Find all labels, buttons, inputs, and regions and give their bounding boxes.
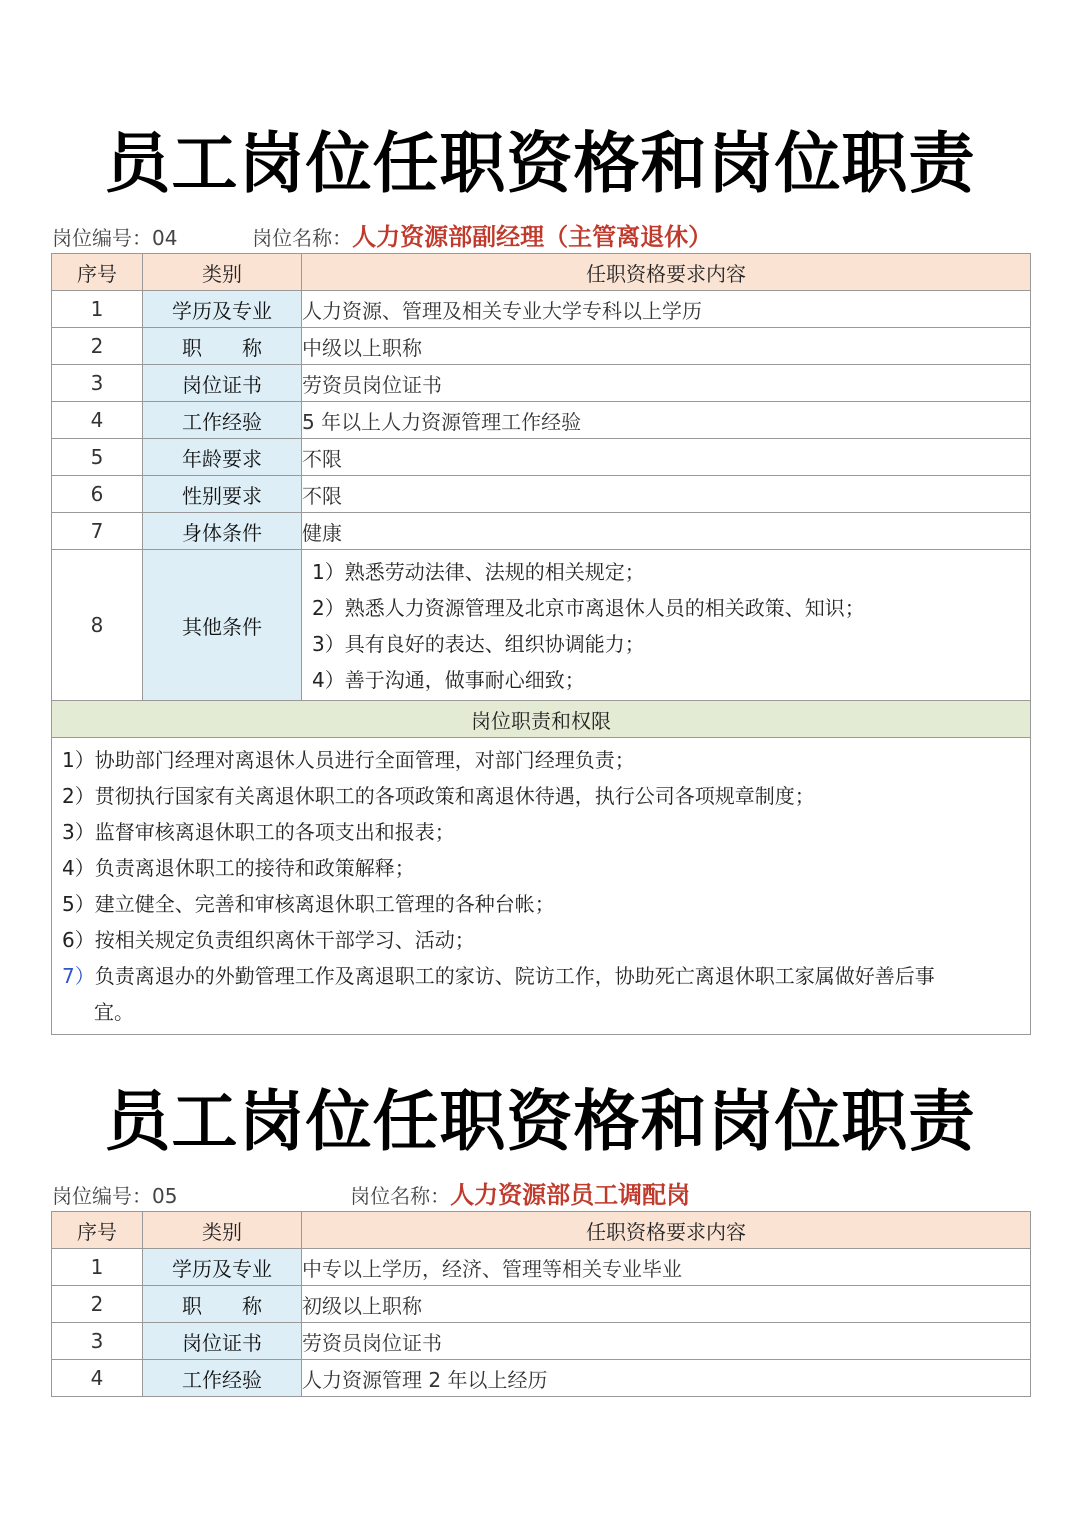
duties-cell xyxy=(52,738,1031,1035)
table-row xyxy=(52,476,1031,513)
list-item: 1）熟悉劳动法律、法规的相关规定； xyxy=(312,560,645,584)
table-row xyxy=(52,1323,1031,1360)
row-value: 人力资源管理 2 年以上经历 xyxy=(302,1360,1031,1397)
list-item: 2）贯彻执行国家有关离退休职工的各项政策和离退休待遇，执行公司各项规章制度； xyxy=(62,784,815,808)
table-header xyxy=(52,254,1031,291)
list-item: 2）熟悉人力资源管理及北京市离退休人员的相关政策、知识； xyxy=(312,596,865,620)
qualification-table-2 xyxy=(51,1211,1031,1397)
row-index: 2 xyxy=(52,328,143,365)
row-index: 8 xyxy=(52,550,143,701)
duties-header-row xyxy=(52,701,1031,738)
row-category: 年龄要求 xyxy=(143,439,302,476)
position-meta-2 xyxy=(52,1178,690,1212)
row-category: 职 称 xyxy=(143,328,302,365)
table-header xyxy=(52,1212,1031,1249)
table-row xyxy=(52,513,1031,550)
row-value: 健康 xyxy=(302,513,1031,550)
list-item: 5）建立健全、完善和审核离退休职工管理的各种台帐； xyxy=(62,892,555,916)
duty-text: 负责离退办的外勤管理工作及离退职工的家访、院访工作，协助死亡离退休职工家属做好善后事 xyxy=(94,964,935,988)
list-item: 3）具有良好的表达、组织协调能力； xyxy=(312,632,645,656)
header-category: 类别 xyxy=(143,254,302,291)
row-value: 劳资员岗位证书 xyxy=(302,365,1031,402)
row-category: 工作经验 xyxy=(143,1360,302,1397)
row-index: 1 xyxy=(52,291,143,328)
row-category: 性别要求 xyxy=(143,476,302,513)
row-category: 岗位证书 xyxy=(143,1323,302,1360)
row-index: 4 xyxy=(52,1360,143,1397)
row-value: 中级以上职称 xyxy=(302,328,1031,365)
row-value: 中专以上学历，经济、管理等相关专业毕业 xyxy=(302,1249,1031,1286)
position-code: 岗位编号：04 xyxy=(52,226,178,250)
list-item xyxy=(62,958,1020,994)
row-category: 身体条件 xyxy=(143,513,302,550)
table-row xyxy=(52,439,1031,476)
row-category: 岗位证书 xyxy=(143,365,302,402)
position-name-label: 岗位名称： xyxy=(252,226,353,250)
row-value: 初级以上职称 xyxy=(302,1286,1031,1323)
row-index: 2 xyxy=(52,1286,143,1323)
row-index: 6 xyxy=(52,476,143,513)
position-name: 人力资源部副经理（主管离退休） xyxy=(352,223,713,251)
row-index: 3 xyxy=(52,365,143,402)
row-index: 1 xyxy=(52,1249,143,1286)
table-row-other xyxy=(52,550,1031,701)
page-title-2: 员工岗位任职资格和岗位职责 xyxy=(104,1083,976,1160)
header-index: 序号 xyxy=(52,1212,143,1249)
header-content: 任职资格要求内容 xyxy=(302,1212,1031,1249)
header-index: 序号 xyxy=(52,254,143,291)
row-category: 职 称 xyxy=(143,1286,302,1323)
table-row xyxy=(52,1360,1031,1397)
table-row xyxy=(52,365,1031,402)
row-category: 其他条件 xyxy=(143,550,302,701)
duty-number: 7） xyxy=(62,964,95,988)
position-meta xyxy=(52,220,712,254)
row-index: 3 xyxy=(52,1323,143,1360)
table-row xyxy=(52,291,1031,328)
list-item: 3）监督审核离退休职工的各项支出和报表； xyxy=(62,820,455,844)
list-item: 4）善于沟通，做事耐心细致； xyxy=(312,668,585,692)
header-category: 类别 xyxy=(143,1212,302,1249)
table-row xyxy=(52,1286,1031,1323)
list-item: 1）协助部门经理对离退休人员进行全面管理，对部门经理负责； xyxy=(62,748,635,772)
list-item: 4）负责离退休职工的接待和政策解释； xyxy=(62,856,415,880)
row-category: 学历及专业 xyxy=(143,291,302,328)
row-index: 5 xyxy=(52,439,143,476)
row-value: 不限 xyxy=(302,476,1031,513)
table-row xyxy=(52,328,1031,365)
list-item: 6）按相关规定负责组织离休干部学习、活动； xyxy=(62,928,475,952)
row-index: 7 xyxy=(52,513,143,550)
row-value: 5 年以上人力资源管理工作经验 xyxy=(302,402,1031,439)
qualification-table xyxy=(51,253,1031,1035)
position-name-label: 岗位名称： xyxy=(350,1184,451,1208)
duties-row xyxy=(52,738,1031,1035)
other-conditions xyxy=(302,550,1031,701)
row-value: 人力资源、管理及相关专业大学专科以上学历 xyxy=(302,291,1031,328)
position-name: 人力资源部员工调配岗 xyxy=(450,1181,691,1209)
list-item-continuation: 宜。 xyxy=(94,1000,134,1024)
row-index: 4 xyxy=(52,402,143,439)
row-value: 劳资员岗位证书 xyxy=(302,1323,1031,1360)
page-title: 员工岗位任职资格和岗位职责 xyxy=(104,125,976,202)
duties-header: 岗位职责和权限 xyxy=(52,701,1031,738)
row-value: 不限 xyxy=(302,439,1031,476)
table-row xyxy=(52,402,1031,439)
row-category: 学历及专业 xyxy=(143,1249,302,1286)
table-row xyxy=(52,1249,1031,1286)
header-content: 任职资格要求内容 xyxy=(302,254,1031,291)
row-category: 工作经验 xyxy=(143,402,302,439)
position-code: 岗位编号：05 xyxy=(52,1184,178,1208)
